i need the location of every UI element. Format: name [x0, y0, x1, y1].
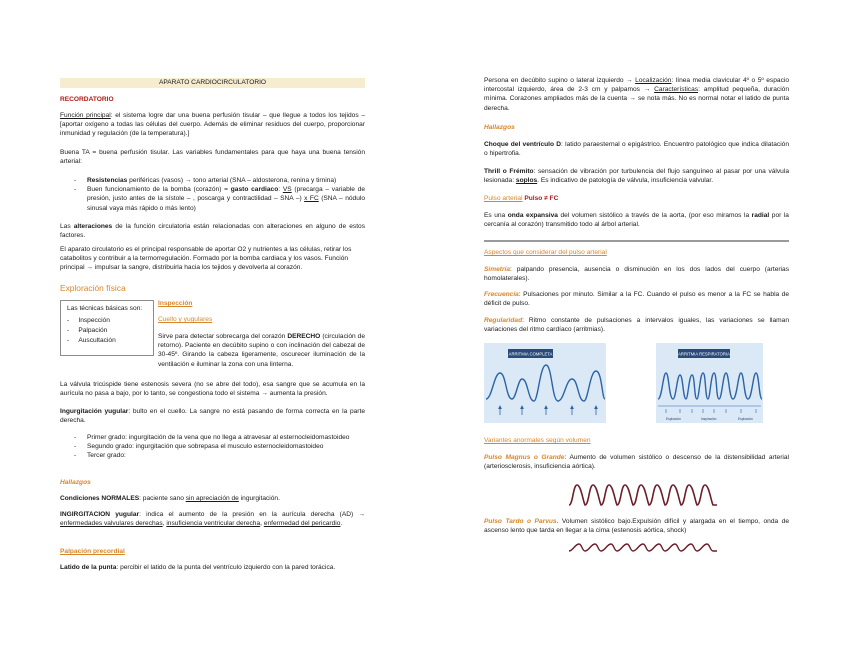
simetria-label: Simetría	[484, 266, 511, 273]
ingurgitacion-paragraph	[60, 407, 365, 425]
magnus-paragraph	[484, 453, 789, 471]
bullet2-mid: :	[278, 186, 283, 194]
list-item: - Primer grado: ingurgitación de la vena que no llega a atravesar al esternocleidomastoideo	[60, 433, 365, 442]
arritmia-respiratoria-figure	[656, 343, 763, 423]
tecnica-label: Auscultación	[78, 337, 116, 344]
simetria-rest: : palpando presencia, ausencia o disminución en los dos lados del cuerpo (arterias homolaterales).	[484, 266, 789, 283]
onda-pre: Es una	[484, 212, 508, 219]
divider	[484, 240, 789, 242]
tecnica-item: - Palpación	[67, 327, 108, 334]
tecnica-item: - Inspección	[67, 317, 110, 324]
bullet2-vs: VS	[282, 186, 292, 194]
sirve-pre: Sirve para detectar sobrecarga del corazón	[158, 333, 288, 340]
pulso-fc-label: Pulso ≠ FC	[522, 195, 559, 202]
figure-label: ARRITMIA RESPIRATORIA	[678, 351, 730, 357]
list-item: - Segundo grado: ingurgitación que sobrepasa el musculo esternocleidomastoideo	[60, 442, 365, 451]
list-item	[60, 176, 365, 185]
ingir-link3: enfermedad del pericardio	[263, 520, 341, 528]
bullet1-text: periféricas (vasos) → tono arterial (SNA – aldosterona, renina y tirnina)	[127, 177, 337, 184]
condiciones-underline: sin apreciación de	[185, 495, 239, 502]
thrill-rest: . Es indicativo de patología de válvula, insuficiencia valvular.	[537, 177, 714, 185]
onda-radial: radial	[751, 212, 770, 219]
aspectos-heading: Aspectos que considerar del pulso arterial	[484, 249, 607, 256]
ingir-link2: insuficiencia ventricular derecha	[166, 520, 261, 528]
list-item: - Tercer grado:	[60, 451, 365, 460]
list-item	[60, 185, 365, 213]
bullet2-pre: Buen funcionamiento de la bomba (corazón) =	[87, 186, 231, 194]
palpacion-heading: Palpación precordial	[60, 548, 125, 555]
regularidad-paragraph	[484, 316, 789, 334]
condiciones-bold: Condiciones NORMALES	[60, 495, 140, 502]
regularidad-label: Regularidad	[484, 317, 523, 324]
inspeccion-heading: Inspección	[158, 300, 193, 307]
magnus-wave-figure	[567, 481, 719, 508]
cuello-heading: Cuello y yugulares	[158, 316, 213, 323]
choque-rest: : latido paraesternal o epigástrico. Encuentro patológico que indica dilatación o hipertrofia.	[484, 141, 789, 158]
page-title: APARATO CARDIOCIRCULATORIO	[60, 78, 365, 88]
alteraciones-paragraph	[60, 222, 365, 240]
ingurgitacion-rest: : bulto en el cuello. La sangre no está pasando de forma correcta en la parte derecha.	[60, 408, 366, 425]
frecuencia-label: Frecuencia	[484, 291, 519, 298]
phase-label: Espiración	[666, 417, 681, 421]
arritmia-completa-figure	[484, 343, 606, 423]
bullet2-bold: gasto cardiaco	[230, 186, 279, 194]
variables-list	[60, 176, 365, 213]
funcion-label: Función principal	[60, 112, 111, 119]
magnus-rest: : Aumento de volumen sistólico o descenso de la distensibilidad arterial (arteriosclerosis, insuficiencia aórtica).	[484, 454, 789, 471]
sirve-rest: (circulación de retorno). Paciente en decúbito supino o con inclinación del cabezal de 30-45º. Girando la cabeza ligeramente, oscurecer iluminación de la ventilación e iluminar la zona con una linterna.	[158, 333, 365, 368]
hallazgos-heading: Hallazgos	[60, 479, 91, 486]
funcion-text: : el sistema logre dar una buena perfusión tisular – que llegue a todos los tejidos – [aportar oxígeno a todas las células del cuerpo. Además de eliminar residuos del cuerpo, proporcionar inmunidad y regulación (de la temperatura).]	[60, 112, 365, 138]
thrill-bold: Thrill o Frémito	[484, 168, 534, 175]
tardo-wave-figure	[567, 541, 719, 554]
ingir-end: .	[340, 520, 343, 528]
sirve-paragraph	[158, 332, 365, 369]
bullet2-fc: x FC	[304, 195, 319, 203]
onda-mid: del volumen sistólico a través de la aorta, (por eso miramos la	[557, 212, 752, 219]
condiciones-rest: ingurgitación.	[238, 495, 280, 502]
magnus-label: Pulso Magnus o Grande	[484, 454, 565, 461]
ingir-link1: enfermedades valvulares derechas	[60, 520, 163, 528]
pulso-arterial-heading	[484, 195, 558, 202]
persona-rest: : amplitud pequeña, duración mínima. Corazones ampliados más de la cuenta → se nota más. No es normal notar el latido de punta derecha.	[484, 86, 789, 112]
frecuencia-rest: : Pulsaciones por minuto. Similar a la FC. Cuando el pulso es menor a la FC se habla de déficit de pulso.	[484, 291, 789, 308]
thrill-soplos: soplos	[515, 177, 538, 185]
tardo-wave	[569, 544, 717, 551]
exploracion-heading: Exploración física	[60, 283, 126, 293]
phase-label: Espiración	[738, 417, 753, 421]
onda-paragraph	[484, 211, 789, 229]
magnus-wave	[569, 485, 717, 505]
onda-bold: onda expansiva	[507, 212, 558, 219]
persona-paragraph	[484, 76, 789, 113]
choque-bold: Choque del ventrículo D	[484, 141, 562, 148]
persona-localizacion: Localización	[635, 77, 672, 84]
ingir-paragraph	[60, 510, 365, 528]
alteraciones-bold: alteraciones	[73, 223, 113, 230]
tecnicas-box	[60, 300, 154, 356]
ingir-sep2: ,	[260, 520, 264, 528]
tardo-paragraph	[484, 517, 789, 535]
regularidad-rest: : Ritmo constante de pulsaciones a intervalos iguales, las variaciones se llaman variaciones del ritmo cardíaco (arritmias).	[484, 317, 789, 334]
condiciones-paragraph	[60, 494, 365, 503]
ingir-sep1: ,	[162, 520, 167, 528]
thrill-mid: : sensación de vibración por turbulencia del flujo sanguíneo al pasar por una válvula lesionada:	[484, 168, 789, 185]
tardo-label: Pulso Tardo o Parvus	[484, 518, 557, 525]
tecnicas-title: Las técnicas básicas son:	[67, 305, 143, 312]
persona-mid: : línea media clavicular 4º o 5º espacio intercostal izquierdo, área de 2-3 cm y palpamos →	[484, 77, 789, 94]
condiciones-mid: : paciente sano	[139, 495, 186, 502]
ingir-rest: : indica el aumento de la presión en la aurícula derecha (AD) →	[139, 511, 365, 518]
pulso-arterial-label: Pulso arterial	[484, 195, 523, 202]
aparato-paragraph: El aparato circulatorio es el principal responsable de aportar O2 y nutrientes a las células, retirar los catabolitos y contribuir a la termorregulación. Formado por la bomba cardiaca y los vasos. Función principal → impulsar la sangre, distribuirla hacia los tejidos y devolverla al corazón.	[60, 246, 352, 272]
bullet1-bold: Resistencias	[87, 177, 128, 184]
bullet2-rest1: (precarga – variable de presión, justo antes de la sístole – , poscarga y contractilidad – SNA –)	[87, 186, 365, 203]
sirve-bold: DERECHO	[287, 333, 321, 340]
phase-label: Inspiración	[701, 417, 717, 421]
valvula-paragraph: La válvula tricúspide tiene estenosis severa (no se abre del todo), esa sangre que se acumula en la aurícula no pasa a bajo, por lo tanto, se congestiona todo el sistema → aumenta la presión.	[60, 381, 365, 398]
ingir-bold: INGIRGITACION yugular	[60, 511, 140, 518]
latido-bold: Latido de la punta	[60, 564, 117, 571]
grados-list	[60, 433, 365, 461]
recordatorio-heading: RECORDATORIO	[60, 96, 114, 103]
buena-ta-paragraph: Buena TA = buena perfusión tisular. Las variables fundamentales para que haya una buena tensión arterial:	[60, 149, 365, 166]
latido-paragraph	[60, 563, 365, 572]
tecnica-label: Inspección	[78, 317, 110, 324]
frecuencia-paragraph	[484, 290, 789, 308]
choque-paragraph	[484, 140, 789, 158]
alteraciones-rest: de la función circulatoria están relacionadas con alteraciones en alguno de estos factores.	[60, 223, 365, 240]
thrill-paragraph	[484, 167, 789, 185]
bullet2-rest2: (SNA – nódulo sinusal vaya más rápido o más lento)	[87, 195, 365, 212]
ingurgitacion-bold: Ingurgitación yugular	[60, 408, 129, 415]
funcion-paragraph	[60, 111, 365, 139]
simetria-paragraph	[484, 265, 789, 283]
tardo-rest: . Volumen sistólico bajo.Expulsión difícil y alargada en el tiempo, onda de ascenso lento que tarda en llegar a la cima (estenosis aórtica, shock)	[484, 518, 789, 535]
persona-caracteristicas: Características	[654, 86, 699, 94]
alteraciones-pre: Las	[60, 223, 74, 230]
variantes-heading: Variantes anormales según volumen	[484, 437, 591, 444]
onda-rest: por la cercanía al corazón) transmitido todo al árbol arterial.	[484, 212, 789, 229]
hallazgos-heading-right: Hallazgos	[484, 124, 515, 131]
figure-label: ARRITMIA COMPLETA	[508, 351, 553, 357]
persona-pre: Persona en decúbito supino o lateral izquierdo →	[484, 77, 636, 84]
tecnica-label: Palpación	[78, 327, 108, 334]
tecnica-item: - Auscultación	[67, 337, 116, 344]
latido-rest: : percibir el latido de la punta del ventrículo izquierdo con la pared torácica.	[116, 564, 336, 571]
